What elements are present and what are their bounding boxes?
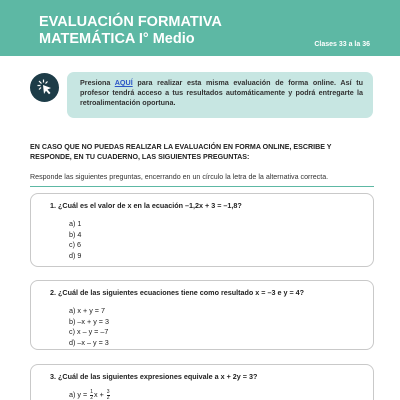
online-evaluation-notice [67,72,373,118]
question-2-option-c[interactable]: c) x – y = –7 [69,327,109,336]
fraction-three-halves: $\frac{3}{2}$ [106,389,110,400]
question-2-title: 2. ¿Cuál de las siguientes ecuaciones tiene como resultado x = –3 e y = 4? [50,288,305,297]
question-1-option-b[interactable]: b) 4 [69,229,82,239]
title-line-2: MATEMÁTICA I° Medio [39,31,195,47]
question-2-options [69,306,109,348]
offline-instructions: EN CASO QUE NO PUEDAS REALIZAR LA EVALUACIÓN EN FORMA ONLINE, ESCRIBE Y RESPONDE, EN TU CUADERNO, LAS SIGUIENTES PREGUNTAS: [30,143,332,161]
section-divider [30,186,374,187]
question-2-option-d[interactable]: d) –x – y = 3 [69,337,109,347]
question-3-box [30,364,374,400]
online-evaluation-link[interactable]: AQUÍ [114,78,133,87]
question-3-option-a[interactable]: a) y = $\frac{1}{2}$ x + $\frac{3}{2}$ [69,389,110,400]
page-title [39,14,222,48]
question-2-option-b[interactable]: b) –x + y = 3 [69,316,109,326]
question-3-options [69,390,111,400]
question-3-title: 3. ¿Cuál de las siguientes expresiones equivale a x + 2y = 3? [50,372,258,381]
question-1-option-c[interactable]: c) 6 [69,240,81,249]
cursor-click-icon [30,73,59,102]
answer-instructions: Responde las siguientes preguntas, encerrando en un círculo la letra de la alternativa correcta. [30,173,329,181]
question-1-title: 1. ¿Cuál es el valor de x en la ecuación –1,2x + 3 = –1,8? [50,201,242,210]
header-banner [0,0,400,56]
title-line-1: EVALUACIÓN FORMATIVA [39,14,222,30]
question-1-option-d[interactable]: d) 9 [69,250,82,260]
question-2-box [30,280,374,350]
online-text-before: Presiona [80,78,115,87]
online-text-after: para realizar esta misma evaluación de forma online. Así tu profesor tendrá acceso a tus resultados automáticamente y podrá entregarte la retroalimentación oportuna. [80,78,363,107]
question-1-option-a[interactable]: a) 1 [69,219,82,228]
question-1-box [30,193,374,267]
classes-label: Clases 33 a la 36 [314,41,370,48]
question-1-options [69,219,81,261]
question-2-option-a[interactable]: a) x + y = 7 [69,306,105,315]
fraction-one-half: $\frac{1}{2}$ [90,389,93,400]
